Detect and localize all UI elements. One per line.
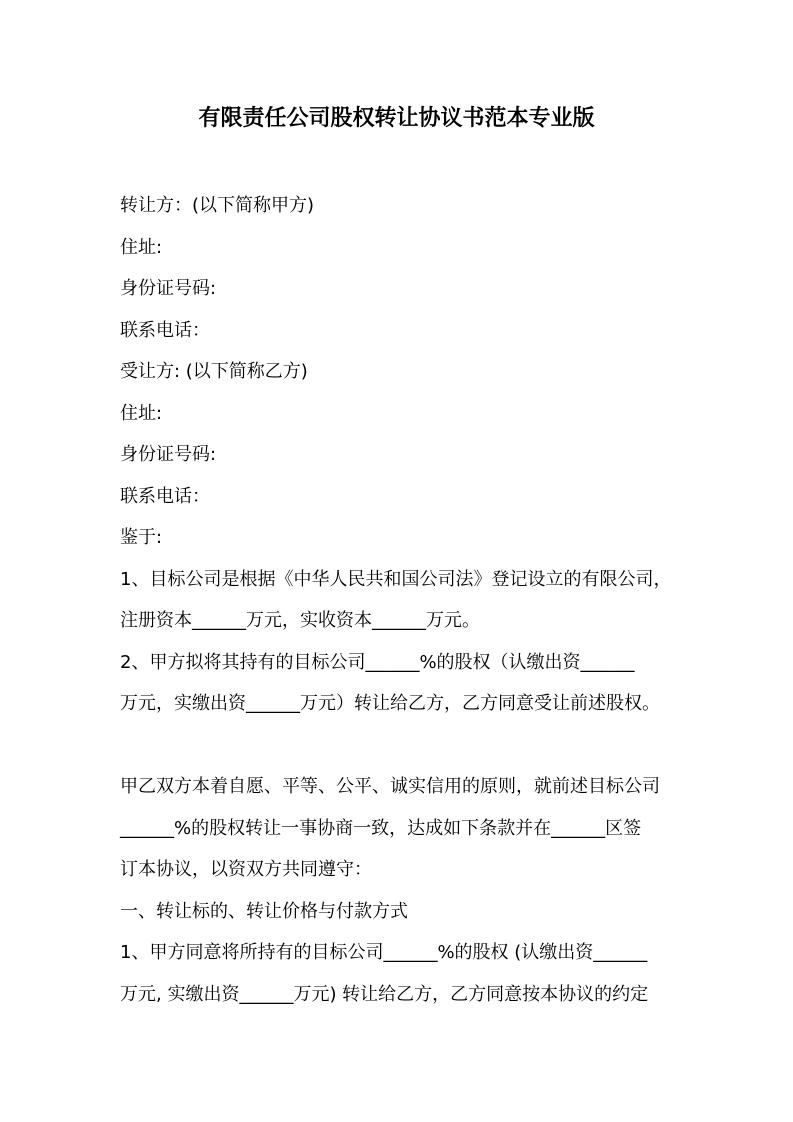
transferee-address-line: 住址: — [120, 402, 163, 424]
paragraph-line: 1、目标公司是根据《中华人民共和国公司法》登记设立的有限公司， — [120, 568, 672, 590]
paragraph-line: 1、甲方同意将所持有的目标公司______%的股权 (认缴出资______ — [120, 942, 648, 963]
transferor-address-line: 住址: — [120, 236, 163, 258]
document-title: 有限责任公司股权转让协议书范本专业版 — [198, 106, 595, 131]
paragraph-line: 甲乙双方本着自愿、平等、公平、诚实信用的原则，就前述目标公司 — [120, 776, 660, 797]
whereas-heading: 鉴于: — [120, 527, 163, 548]
paragraph-line: ______%的股权转让一事协商一致，达成如下条款并在______区签 — [120, 817, 642, 839]
blank-line — [120, 725, 680, 767]
paragraph-line: 万元，实缴出资______万元）转让给乙方，乙方同意受让前述股权。 — [120, 693, 660, 714]
transferee-id-line: 身份证号码: — [120, 444, 217, 465]
paragraph-line: 万元, 实缴出资______万元) 转让给乙方，乙方同意按本协议的约定 — [120, 983, 649, 1005]
transferee-line: 受让方: (以下简称乙方) — [120, 361, 308, 382]
transferee-phone-line: 联系电话： — [120, 485, 210, 507]
paragraph-line: 2、甲方拟将其持有的目标公司______%的股权（认缴出资______ — [120, 651, 635, 673]
paragraph-line: 订本协议，以资双方共同遵守： — [120, 859, 372, 880]
document-body — [120, 185, 680, 1015]
paragraph-line: 注册资本______万元，实收资本______万元。 — [120, 610, 480, 631]
transferor-phone-line: 联系电话： — [120, 319, 210, 341]
section-heading: 一、转让标的、转让价格与付款方式 — [120, 900, 408, 922]
transferor-line: 转让方：(以下简称甲方) — [120, 195, 315, 216]
transferor-id-line: 身份证号码: — [120, 278, 217, 299]
